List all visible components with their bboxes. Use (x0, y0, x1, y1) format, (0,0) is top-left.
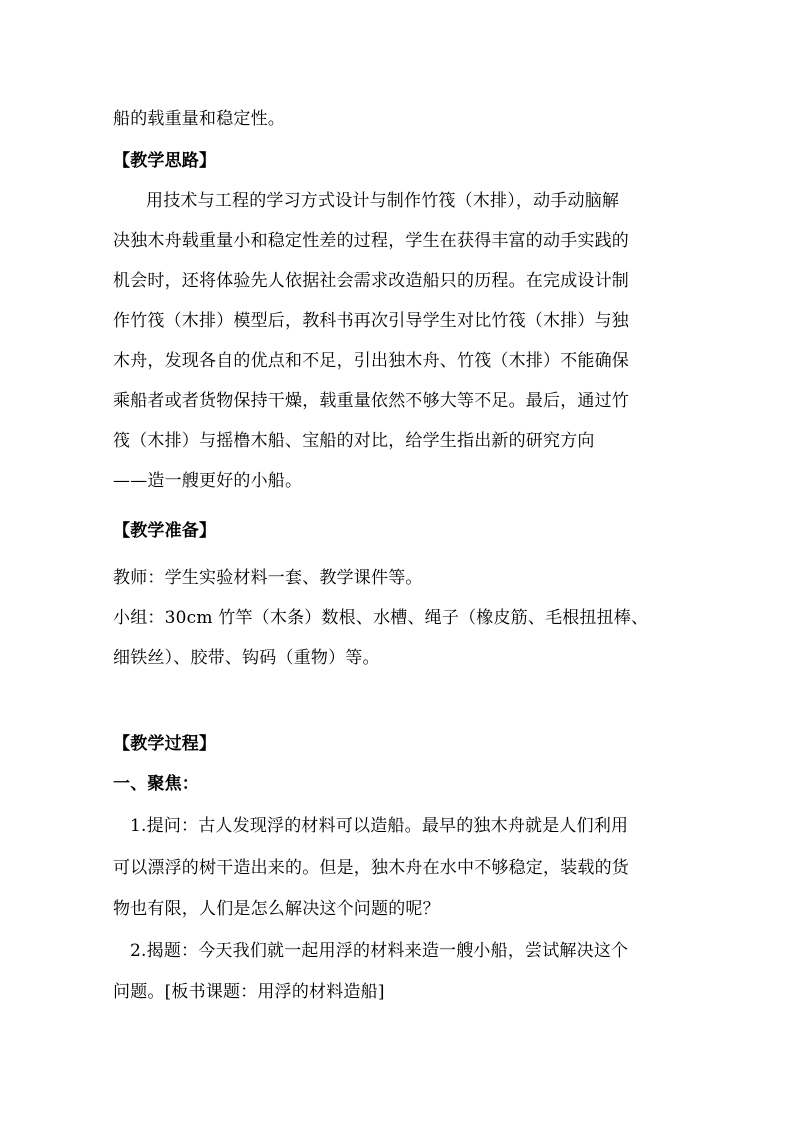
heading-teaching-preparation: 【教学准备】 (113, 521, 217, 541)
item1-line: 物也有限，人们是怎么解决这个问题的呢？ (113, 899, 440, 919)
approach-line: 木舟，发现各自的优点和不足，引出独木舟、竹筏（木排）不能确保 (113, 351, 629, 371)
approach-line: ——造一艘更好的小船。 (113, 471, 303, 491)
approach-line: 用技术与工程的学习方式设计与制作竹筏（木排），动手动脑解 (146, 191, 620, 211)
item1-line: 1.提问：古人发现浮的材料可以造船。最早的独木舟就是人们利用 (130, 816, 629, 836)
approach-line: 筏（木排）与摇橹木船、宝船的对比，给学生指出新的研究方向 (113, 431, 595, 451)
approach-line: 决独木舟载重量小和稳定性差的过程，学生在获得丰富的动手实践的 (113, 231, 629, 251)
heading-teaching-process: 【教学过程】 (113, 734, 217, 754)
heading-teaching-approach: 【教学思路】 (113, 151, 217, 171)
approach-line: 机会时，还将体验先人依据社会需求改造船只的历程。在完成设计制 (113, 271, 629, 291)
item1-line: 可以漂浮的树干造出来的。但是，独木舟在水中不够稳定，装载的货 (113, 858, 629, 878)
approach-line: 乘船者或者货物保持干燥，载重量依然不够大等不足。最后，通过竹 (113, 391, 629, 411)
item2-line: 问题。[板书课题：用浮的材料造船] (113, 982, 385, 1002)
intro-tail-text: 船的载重量和稳定性。 (113, 109, 285, 129)
section-focus-heading: 一、聚焦： (113, 774, 199, 794)
approach-line: 作竹筏（木排）模型后，教科书再次引导学生对比竹筏（木排）与独 (113, 311, 629, 331)
prep-line-teacher: 教师：学生实验材料一套、教学课件等。 (113, 568, 423, 588)
prep-line-group: 小组：30cm 竹竿（木条）数根、水槽、绳子（橡皮筋、毛根扭扭棒、 (113, 608, 649, 628)
item2-line: 2.揭题：今天我们就一起用浮的材料来造一艘小船，尝试解决这个 (130, 941, 629, 961)
prep-line-group-cont: 细铁丝）、胶带、钩码（重物）等。 (113, 648, 380, 668)
